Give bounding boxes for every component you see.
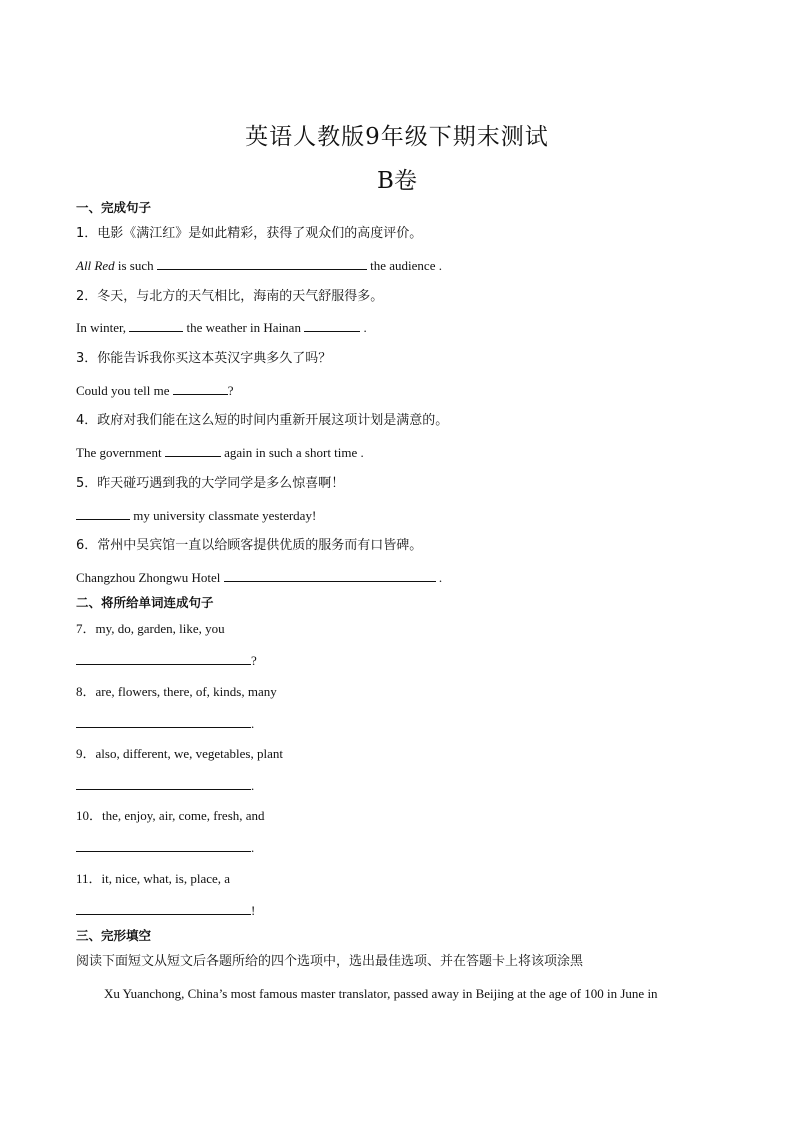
question-6-prompt [76, 537, 422, 555]
answer-blank[interactable] [76, 901, 251, 915]
question-6-answer-line [76, 568, 442, 587]
word-list: it, nice, what, is, place, a [101, 871, 231, 886]
question-chinese: 冬天，与北方的天气相比，海南的天气舒服得多。 [97, 289, 384, 304]
cloze-instruction: 阅读下面短文从短文后各题所给的四个选项中，选出最佳选项、并在答题卡上将该项涂黑 [76, 954, 584, 969]
film-title: All Red [76, 258, 115, 273]
answer-blank[interactable] [224, 568, 436, 582]
question-10-prompt [76, 807, 265, 825]
end-punctuation: . [251, 778, 255, 793]
answer-text: The government [76, 445, 165, 460]
question-number: 3． [76, 351, 98, 366]
answer-blank[interactable] [173, 381, 228, 395]
question-10-answer-line [76, 838, 254, 857]
answer-text: Changzhou Zhongwu Hotel [76, 570, 224, 585]
question-number: 4． [76, 413, 98, 428]
answer-text: again in such a short time . [220, 445, 364, 460]
question-4-answer-line [76, 443, 364, 462]
question-number: 2． [76, 289, 98, 304]
answer-text: the audience . [366, 258, 442, 273]
question-number: 1． [76, 226, 98, 241]
question-chinese: 你能告诉我你买这本英汉字典多久了吗？ [97, 351, 332, 366]
word-list: the, enjoy, air, come, fresh, and [102, 808, 265, 823]
answer-blank[interactable] [76, 506, 130, 520]
question-11-answer-line [76, 901, 255, 920]
answer-text: . [360, 320, 367, 335]
question-number: 8． [76, 684, 96, 699]
section-2-heading: 二、将所给单词连成句子 [76, 595, 214, 610]
question-number: 5． [76, 476, 98, 491]
question-8-prompt [76, 683, 277, 701]
question-chinese: 昨天碰巧遇到我的大学同学是多么惊喜啊！ [97, 476, 345, 491]
question-chinese: 政府对我们能在这么短的时间内重新开展这项计划是满意的。 [97, 413, 449, 428]
question-9-prompt [76, 745, 283, 763]
question-5-answer-line [76, 506, 316, 525]
answer-text: the weather in Hainan [183, 320, 305, 335]
page-subtitle: B卷 [377, 168, 417, 194]
section-3-heading: 三、完形填空 [76, 928, 152, 943]
question-2-answer-line [76, 318, 367, 337]
question-7-prompt [76, 620, 225, 638]
question-1-answer-line [76, 256, 442, 275]
question-1-prompt [76, 225, 422, 243]
question-9-answer-line [76, 776, 254, 795]
question-number: 7． [76, 621, 96, 636]
cloze-passage-start: Xu Yuanchong, China’s most famous master translator, passed away in Beijing at the age of 100 in June in [104, 986, 658, 1001]
answer-text: my university classmate yesterday! [130, 508, 317, 523]
answer-blank[interactable] [76, 838, 251, 852]
question-3-answer-line [76, 381, 234, 400]
end-punctuation: . [251, 716, 255, 731]
answer-text: In winter, [76, 320, 130, 335]
answer-text: ? [227, 383, 234, 398]
answer-blank[interactable] [76, 776, 251, 790]
answer-text: is such [114, 258, 157, 273]
question-number: 6． [76, 538, 98, 553]
answer-blank[interactable] [129, 318, 183, 332]
word-list: are, flowers, there, of, kinds, many [95, 684, 277, 699]
question-11-prompt [76, 870, 230, 888]
page-title: 英语人教版9年级下期末测试 [245, 124, 549, 150]
answer-text: . [435, 570, 443, 585]
question-5-prompt [76, 475, 344, 493]
section-1-heading: 一、完成句子 [76, 200, 152, 215]
word-list: my, do, garden, like, you [95, 621, 225, 636]
answer-blank[interactable] [157, 256, 367, 270]
end-punctuation: ! [251, 903, 256, 918]
answer-blank[interactable] [76, 714, 251, 728]
question-2-prompt [76, 288, 383, 306]
question-3-prompt [76, 350, 331, 368]
end-punctuation: ? [251, 653, 257, 668]
answer-blank[interactable] [76, 651, 251, 665]
question-7-answer-line [76, 651, 257, 670]
question-number: 9． [76, 746, 96, 761]
question-number: 10． [76, 808, 103, 823]
answer-blank[interactable] [304, 318, 360, 332]
question-chinese: 电影《满江红》是如此精彩，获得了观众们的高度评价。 [97, 226, 423, 241]
question-4-prompt [76, 412, 448, 430]
question-number: 11． [76, 871, 102, 886]
end-punctuation: . [251, 840, 255, 855]
answer-blank[interactable] [165, 443, 221, 457]
question-chinese: 常州中吴宾馆一直以给顾客提供优质的服务而有口皆碑。 [97, 538, 423, 553]
answer-text: Could you tell me [76, 383, 173, 398]
question-8-answer-line [76, 714, 254, 733]
word-list: also, different, we, vegetables, plant [95, 746, 283, 761]
